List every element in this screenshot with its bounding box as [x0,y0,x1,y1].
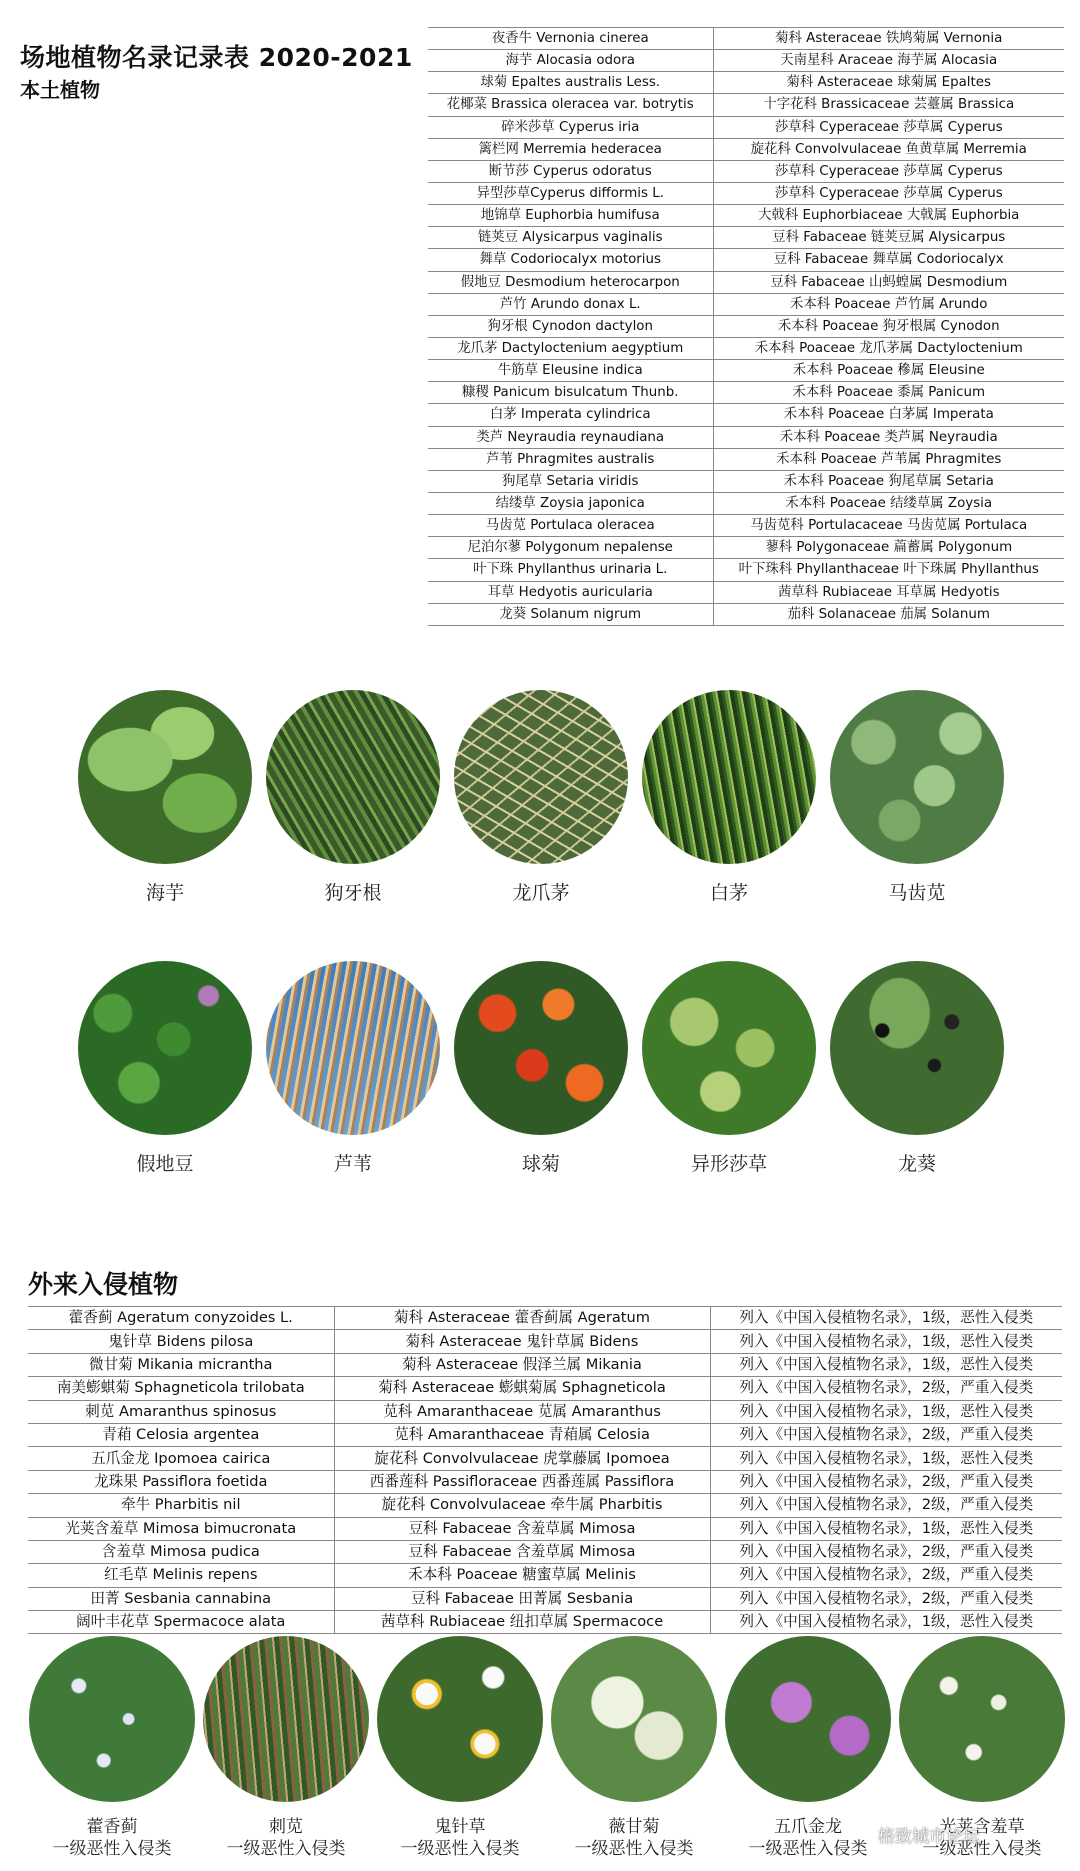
table-row [428,337,1064,359]
taxonomy-cell: 菊科 Asteraceae 假泽兰属 Mikania [334,1353,710,1376]
table-row [428,271,1064,293]
plant-card-dactyloctenium [451,690,631,905]
species-cell: 五爪金龙 Ipomoea cairica [28,1447,334,1470]
taxonomy-cell: 菊科 Asteraceae 蟛蜞菊属 Sphagneticola [334,1377,710,1400]
species-cell: 假地豆 Desmodium heterocarpon [428,271,713,293]
plant-label: 异形莎草 [690,1153,767,1175]
page-title: 场地植物名录记录表 2020-2021 [20,43,413,72]
table-row [428,72,1064,94]
table-row [428,426,1064,448]
species-cell: 青葙 Celosia argentea [28,1423,334,1446]
status-cell: 列入《中国入侵植物名录》，1级，恶性入侵类 [710,1400,1062,1423]
table-row [428,515,1064,537]
table-row [28,1517,1062,1540]
taxonomy-cell: 菊科 Asteraceae 铁鸠菊属 Vernonia [713,28,1064,50]
table-row [28,1400,1062,1423]
native-plants-table [428,27,1064,626]
plant-photo [78,690,252,864]
taxonomy-cell: 莎草科 Cyperaceae 莎草属 Cyperus [713,160,1064,182]
status-cell: 列入《中国入侵植物名录》，2级，严重入侵类 [710,1377,1062,1400]
plant-name: 薇甘菊 [608,1817,660,1837]
species-cell: 球菊 Epaltes australis Less. [428,72,713,94]
species-cell: 结缕草 Zoysia japonica [428,492,713,514]
species-cell: 海芋 Alocasia odora [428,50,713,72]
taxonomy-cell: 豆科 Fabaceae 含羞草属 Mimosa [334,1517,710,1540]
plant-photo [830,690,1004,864]
species-cell: 龙珠果 Passiflora foetida [28,1470,334,1493]
taxonomy-cell: 西番莲科 Passifloraceae 西番莲属 Passiflora [334,1470,710,1493]
table-row [428,227,1064,249]
table-row [28,1564,1062,1587]
taxonomy-cell: 禾本科 Poaceae 结缕草属 Zoysia [713,492,1064,514]
status-cell: 列入《中国入侵植物名录》，1级，恶性入侵类 [710,1307,1062,1330]
species-cell: 含羞草 Mimosa pudica [28,1540,334,1563]
table-row [28,1587,1062,1610]
species-cell: 马齿苋 Portulaca oleracea [428,515,713,537]
plant-level: 一级恶性入侵类 [52,1839,172,1859]
watermark-text: 格致城市论坛 [878,1827,980,1847]
plant-photo [266,961,440,1135]
plant-label: 白茅 [709,882,748,904]
taxonomy-cell: 莎草科 Cyperaceae 莎草属 Cyperus [713,116,1064,138]
plant-level: 一级恶性入侵类 [400,1839,520,1859]
taxonomy-cell: 茜草科 Rubiaceae 纽扣草属 Spermacoce [334,1611,710,1634]
plant-card-cynodon [263,690,443,905]
plant-label [372,1816,548,1860]
invasive-card-bidens [372,1636,548,1860]
table-row [28,1494,1062,1517]
invasive-card-mikania [546,1636,722,1860]
taxonomy-cell: 菊科 Asteraceae 藿香蓟属 Ageratum [334,1307,710,1330]
table-row [28,1307,1062,1330]
status-cell: 列入《中国入侵植物名录》，2级，严重入侵类 [710,1564,1062,1587]
taxonomy-cell: 禾本科 Poaceae 狗牙根属 Cynodon [713,315,1064,337]
taxonomy-cell: 豆科 Fabaceae 舞草属 Codoriocalyx [713,249,1064,271]
species-cell: 鬼针草 Bidens pilosa [28,1330,334,1353]
plant-photo [266,690,440,864]
table-row [428,537,1064,559]
plant-name: 藿香蓟 [86,1817,138,1837]
taxonomy-cell: 蓼科 Polygonaceae 萹蓄属 Polygonum [713,537,1064,559]
species-cell: 微甘菊 Mikania micrantha [28,1353,334,1376]
taxonomy-cell: 豆科 Fabaceae 链荚豆属 Alysicarpus [713,227,1064,249]
plant-label: 龙葵 [897,1153,936,1175]
status-cell: 列入《中国入侵植物名录》，1级，恶性入侵类 [710,1330,1062,1353]
plant-label: 马齿苋 [888,882,946,904]
status-cell: 列入《中国入侵植物名录》，2级，严重入侵类 [710,1494,1062,1517]
table-row [428,249,1064,271]
plant-card-desmodium [75,961,255,1176]
taxonomy-cell: 禾本科 Poaceae 狗尾草属 Setaria [713,470,1064,492]
plant-card-imperata [639,690,819,905]
table-row [428,138,1064,160]
species-cell: 牛筋草 Eleusine indica [428,360,713,382]
invasive-plants-table [28,1306,1062,1634]
table-row [28,1353,1062,1376]
species-cell: 尼泊尔蓼 Polygonum nepalense [428,537,713,559]
table-row [28,1423,1062,1446]
species-cell: 碎米莎草 Cyperus iria [428,116,713,138]
plant-label: 假地豆 [136,1153,194,1175]
plant-level: 一级恶性入侵类 [574,1839,694,1859]
plant-label: 球菊 [521,1153,560,1175]
taxonomy-cell: 禾本科 Poaceae 芦竹属 Arundo [713,293,1064,315]
plant-card-portulaca [827,690,1007,905]
taxonomy-cell: 旋花科 Convolvulaceae 牵牛属 Pharbitis [334,1494,710,1517]
taxonomy-cell: 菊科 Asteraceae 球菊属 Epaltes [713,72,1064,94]
table-row [28,1330,1062,1353]
plant-name: 五爪金龙 [774,1817,842,1837]
plant-card-alocasia [75,690,255,905]
plant-photo [642,690,816,864]
plant-photo [830,961,1004,1135]
taxonomy-cell: 十字花科 Brassicaceae 芸薹属 Brassica [713,94,1064,116]
plant-label [546,1816,722,1860]
plant-photo [78,961,252,1135]
species-cell: 南美蟛蜞菊 Sphagneticola trilobata [28,1377,334,1400]
plant-label [720,1816,896,1860]
table-row [28,1447,1062,1470]
plant-label: 海芋 [145,882,184,904]
table-row [428,404,1064,426]
species-cell: 牵牛 Pharbitis nil [28,1494,334,1517]
species-cell: 红毛草 Melinis repens [28,1564,334,1587]
species-cell: 狗牙根 Cynodon dactylon [428,315,713,337]
plant-card-epaltes [451,961,631,1176]
plant-photo [377,1636,543,1802]
table-row [28,1470,1062,1493]
taxonomy-cell: 禾本科 Poaceae 黍属 Panicum [713,382,1064,404]
taxonomy-cell: 豆科 Fabaceae 含羞草属 Mimosa [334,1540,710,1563]
plant-photo [899,1636,1065,1802]
species-cell: 田菁 Sesbania cannabina [28,1587,334,1610]
taxonomy-cell: 大戟科 Euphorbiaceae 大戟属 Euphorbia [713,205,1064,227]
table-row [428,50,1064,72]
plant-card-cyperus-difformis [639,961,819,1176]
plant-card-phragmites [263,961,443,1176]
plant-photo [454,690,628,864]
species-cell: 芦苇 Phragmites australis [428,448,713,470]
table-row [28,1377,1062,1400]
status-cell: 列入《中国入侵植物名录》，2级，严重入侵类 [710,1470,1062,1493]
table-row [428,559,1064,581]
plant-photo [454,961,628,1135]
section-title-native: 本土植物 [20,78,100,102]
taxonomy-cell: 苋科 Amaranthaceae 苋属 Amaranthus [334,1400,710,1423]
species-cell: 异型莎草Cyperus difformis L. [428,182,713,204]
table-row [428,603,1064,625]
species-cell: 藿香蓟 Ageratum conyzoides L. [28,1307,334,1330]
species-cell: 叶下珠 Phyllanthus urinaria L. [428,559,713,581]
table-row [28,1540,1062,1563]
plant-photo [29,1636,195,1802]
plant-label: 芦苇 [333,1153,372,1175]
taxonomy-cell: 天南星科 Araceae 海芋属 Alocasia [713,50,1064,72]
taxonomy-cell: 禾本科 Poaceae 白茅属 Imperata [713,404,1064,426]
status-cell: 列入《中国入侵植物名录》，2级，严重入侵类 [710,1423,1062,1446]
species-cell: 龙葵 Solanum nigrum [428,603,713,625]
status-cell: 列入《中国入侵植物名录》，2级，严重入侵类 [710,1540,1062,1563]
plant-name: 鬼针草 [434,1817,486,1837]
species-cell: 龙爪茅 Dactyloctenium aegyptium [428,337,713,359]
status-cell: 列入《中国入侵植物名录》，2级，严重入侵类 [710,1587,1062,1610]
taxonomy-cell: 旋花科 Convolvulaceae 虎掌藤属 Ipomoea [334,1447,710,1470]
table-row [428,470,1064,492]
taxonomy-cell: 禾本科 Poaceae 类芦属 Neyraudia [713,426,1064,448]
species-cell: 地锦草 Euphorbia humifusa [428,205,713,227]
table-row [428,205,1064,227]
species-cell: 花椰菜 Brassica oleracea var. botrytis [428,94,713,116]
table-row [428,448,1064,470]
section-title-invasive: 外来入侵植物 [28,1270,179,1299]
species-cell: 白茅 Imperata cylindrica [428,404,713,426]
table-row [428,581,1064,603]
plant-card-solanum [827,961,1007,1176]
species-cell: 狗尾草 Setaria viridis [428,470,713,492]
status-cell: 列入《中国入侵植物名录》，1级，恶性入侵类 [710,1353,1062,1376]
taxonomy-cell: 禾本科 Poaceae 糖蜜草属 Melinis [334,1564,710,1587]
plant-level: 一级恶性入侵类 [922,1839,1042,1859]
invasive-card-ageratum [24,1636,200,1860]
species-cell: 链荚豆 Alysicarpus vaginalis [428,227,713,249]
plant-photo [725,1636,891,1802]
table-row [428,182,1064,204]
taxonomy-cell: 莎草科 Cyperaceae 莎草属 Cyperus [713,182,1064,204]
taxonomy-cell: 禾本科 Poaceae 穇属 Eleusine [713,360,1064,382]
species-cell: 刺苋 Amaranthus spinosus [28,1400,334,1423]
table-row [428,160,1064,182]
table-row [428,492,1064,514]
taxonomy-cell: 豆科 Fabaceae 山蚂蝗属 Desmodium [713,271,1064,293]
taxonomy-cell: 叶下珠科 Phyllanthaceae 叶下珠属 Phyllanthus [713,559,1064,581]
taxonomy-cell: 禾本科 Poaceae 龙爪茅属 Dactyloctenium [713,337,1064,359]
species-cell: 芦竹 Arundo donax L. [428,293,713,315]
plant-label: 龙爪茅 [512,882,570,904]
table-row [428,94,1064,116]
species-cell: 耳草 Hedyotis auricularia [428,581,713,603]
species-cell: 阔叶丰花草 Spermacoce alata [28,1611,334,1634]
table-row [428,315,1064,337]
species-cell: 篱栏网 Merremia hederacea [428,138,713,160]
taxonomy-cell: 旋花科 Convolvulaceae 鱼黄草属 Merremia [713,138,1064,160]
taxonomy-cell: 茄科 Solanaceae 茄属 Solanum [713,603,1064,625]
species-cell: 夜香牛 Vernonia cinerea [428,28,713,50]
species-cell: 糠稷 Panicum bisulcatum Thunb. [428,382,713,404]
plant-photo [551,1636,717,1802]
taxonomy-cell: 茜草科 Rubiaceae 耳草属 Hedyotis [713,581,1064,603]
plant-label [24,1816,200,1860]
plant-name: 光荚含羞草 [939,1817,1025,1837]
species-cell: 断节莎 Cyperus odoratus [428,160,713,182]
plant-level: 一级恶性入侵类 [226,1839,346,1859]
plant-photo [642,961,816,1135]
table-row [428,382,1064,404]
table-row [428,28,1064,50]
table-row [428,360,1064,382]
table-row [428,293,1064,315]
taxonomy-cell: 马齿苋科 Portulacaceae 马齿苋属 Portulaca [713,515,1064,537]
species-cell: 类芦 Neyraudia reynaudiana [428,426,713,448]
taxonomy-cell: 豆科 Fabaceae 田菁属 Sesbania [334,1587,710,1610]
plant-name: 刺苋 [269,1817,303,1837]
invasive-card-ipomoea [720,1636,896,1860]
table-row [28,1611,1062,1634]
taxonomy-cell: 苋科 Amaranthaceae 青葙属 Celosia [334,1423,710,1446]
taxonomy-cell: 菊科 Asteraceae 鬼针草属 Bidens [334,1330,710,1353]
species-cell: 舞草 Codoriocalyx motorius [428,249,713,271]
plant-level: 一级恶性入侵类 [748,1839,868,1859]
plant-label [198,1816,374,1860]
plant-label: 狗牙根 [324,882,382,904]
status-cell: 列入《中国入侵植物名录》，1级，恶性入侵类 [710,1447,1062,1470]
species-cell: 光荚含羞草 Mimosa bimucronata [28,1517,334,1540]
status-cell: 列入《中国入侵植物名录》，1级，恶性入侵类 [710,1611,1062,1634]
status-cell: 列入《中国入侵植物名录》，1级，恶性入侵类 [710,1517,1062,1540]
taxonomy-cell: 禾本科 Poaceae 芦苇属 Phragmites [713,448,1064,470]
invasive-card-amaranthus [198,1636,374,1860]
plant-photo [203,1636,369,1802]
table-row [428,116,1064,138]
